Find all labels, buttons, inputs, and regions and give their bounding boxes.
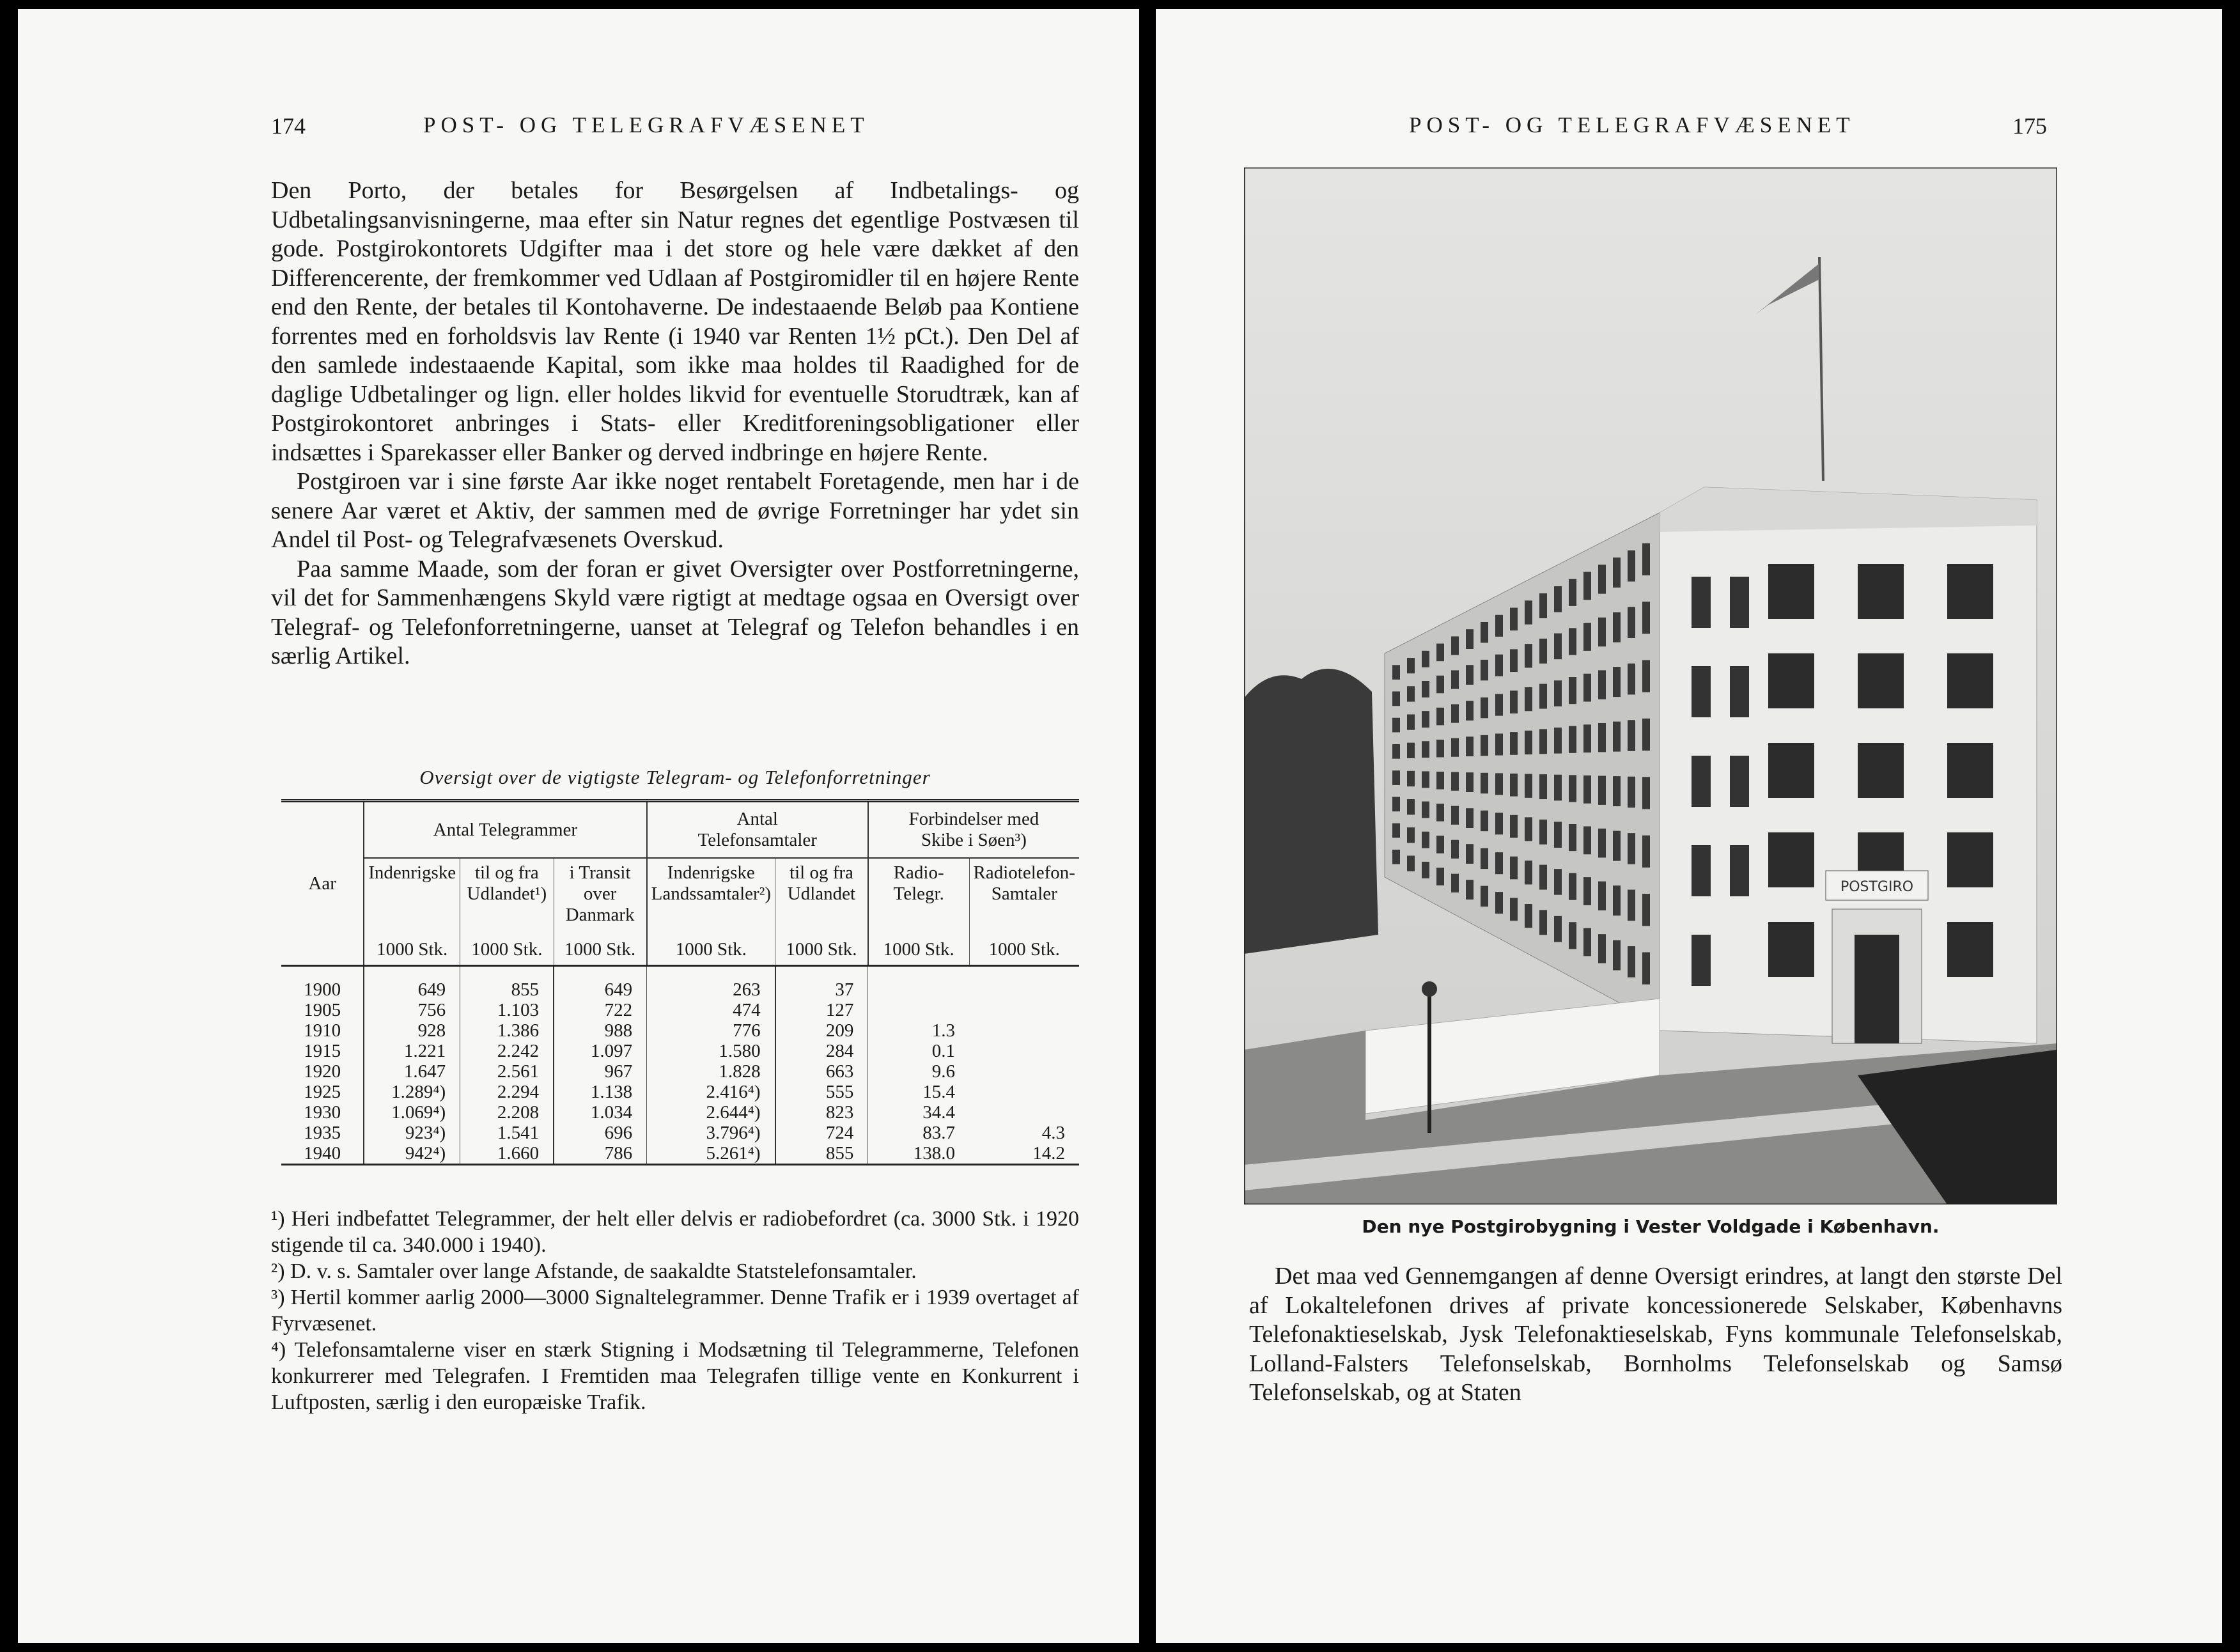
value-cell: 2.561 <box>460 1061 554 1082</box>
page-number: 174 <box>271 113 306 139</box>
window <box>1451 840 1459 859</box>
window <box>1510 774 1518 797</box>
lamp <box>1422 981 1437 997</box>
window <box>1613 612 1621 643</box>
window <box>1768 832 1814 887</box>
value-cell <box>969 1102 1079 1123</box>
window <box>1466 736 1474 756</box>
window <box>1436 804 1444 822</box>
window <box>1451 874 1459 892</box>
window <box>1768 653 1814 708</box>
window <box>1495 892 1503 914</box>
window <box>1510 732 1518 755</box>
footnote: ²) D. v. s. Samtaler over lange Afstande, de saakaldte Statstelefonsamtaler. <box>271 1259 917 1283</box>
window <box>1392 692 1400 706</box>
year-header: Aar <box>308 873 336 894</box>
window <box>1692 577 1711 628</box>
window <box>1451 636 1459 655</box>
value-cell: 1.069⁴) <box>364 1102 460 1123</box>
value-cell: 5.261⁴) <box>647 1143 775 1165</box>
paragraph: Det maa ved Gennemgangen af denne Oversigt erindres, at langt den største Del af Lokaltelefonen drives af private koncessionerede Selskaber, Københavns Telefonaktieselskab, Jysk Telefonaktieselskab, Fyns kommunale Telefonselskab, Lolland-Falsters Telefonselskab, Bornholms Telefonselskab og Samsø Telefonselskab, og at Staten <box>1249 1263 2062 1406</box>
value-cell: 696 <box>554 1123 647 1143</box>
table-row <box>281 1041 1079 1061</box>
left-page <box>18 9 1139 1643</box>
window <box>1407 827 1415 843</box>
window <box>1947 564 1993 619</box>
value-cell: 1.221 <box>364 1041 460 1061</box>
window <box>1554 869 1562 895</box>
window <box>1495 694 1503 716</box>
window <box>1628 720 1635 751</box>
value-cell: 34.4 <box>868 1102 969 1123</box>
value-cell: 786 <box>554 1143 647 1165</box>
window <box>1392 744 1400 759</box>
window <box>1642 836 1650 868</box>
unit-label: 1000 Stk. <box>647 939 775 966</box>
window <box>1692 756 1711 807</box>
window <box>1628 890 1635 921</box>
window <box>1436 836 1444 853</box>
window <box>1466 844 1474 864</box>
window <box>1554 586 1562 612</box>
window <box>1569 873 1576 900</box>
value-cell: 138.0 <box>868 1143 969 1165</box>
window <box>1481 660 1488 680</box>
window <box>1525 731 1532 754</box>
window <box>1947 832 1993 887</box>
window <box>1436 676 1444 694</box>
window <box>1451 806 1459 825</box>
window <box>1539 639 1547 664</box>
window <box>1407 771 1415 786</box>
window <box>1598 776 1606 805</box>
window <box>1422 771 1429 788</box>
value-cell: 1.828 <box>647 1061 775 1082</box>
value-cell: 284 <box>775 1041 868 1061</box>
value-cell: 2.294 <box>460 1082 554 1102</box>
window <box>1554 680 1562 706</box>
window <box>1422 681 1429 697</box>
window <box>1730 845 1749 896</box>
group-header: Forbindelser med Skibe i Søen³) <box>908 809 1039 850</box>
table-row <box>281 1082 1079 1102</box>
window <box>1422 651 1429 667</box>
window <box>1598 565 1606 593</box>
window <box>1598 618 1606 646</box>
value-cell: 15.4 <box>868 1082 969 1102</box>
window <box>1642 952 1650 984</box>
value-cell: 1.034 <box>554 1102 647 1123</box>
window <box>1692 935 1711 986</box>
window <box>1407 658 1415 673</box>
window <box>1422 711 1429 728</box>
window <box>1407 799 1415 814</box>
table-body <box>281 966 1079 1165</box>
window <box>1525 861 1532 884</box>
year-cell: 1925 <box>304 1082 341 1102</box>
column-header: til og fra Udlandet¹) <box>460 858 554 939</box>
table-row <box>281 1000 1079 1020</box>
window <box>1510 608 1518 631</box>
column-header: i Transit over Danmark <box>554 858 647 939</box>
window <box>1481 848 1488 869</box>
window <box>1407 714 1415 729</box>
window <box>1495 852 1503 874</box>
footnotes <box>271 1206 1079 1415</box>
group-header: Antal Telegrammer <box>364 801 646 859</box>
value-cell: 756 <box>364 1000 460 1020</box>
value-cell: 855 <box>460 966 554 1001</box>
statistics-table <box>281 799 1079 1165</box>
value-cell <box>969 1082 1079 1102</box>
column-header: til og fra Udlandet <box>775 858 868 939</box>
window <box>1392 850 1400 864</box>
column-header: Radio-Telegr. <box>868 858 969 939</box>
window <box>1628 550 1635 582</box>
value-cell: 967 <box>554 1061 647 1082</box>
value-cell: 923⁴) <box>364 1123 460 1143</box>
window <box>1642 777 1650 809</box>
window <box>1947 922 1993 977</box>
value-cell: 649 <box>364 966 460 1001</box>
window <box>1947 743 1993 798</box>
building-photograph <box>1244 168 2057 1204</box>
unit-label: 1000 Stk. <box>988 939 1060 960</box>
unit-row <box>281 939 1079 966</box>
window <box>1466 772 1474 792</box>
window <box>1525 817 1532 841</box>
value-cell: 4.3 <box>1041 1123 1065 1143</box>
value-cell <box>868 1000 969 1020</box>
window <box>1539 774 1547 799</box>
window <box>1510 898 1518 921</box>
window <box>1481 886 1488 907</box>
window <box>1628 607 1635 638</box>
window <box>1554 728 1562 754</box>
value-cell: 0.1 <box>868 1041 969 1061</box>
window <box>1730 666 1749 717</box>
window <box>1583 827 1591 855</box>
window <box>1481 622 1488 643</box>
photo-caption: Den nye Postgirobygning i Vester Voldgade i København. <box>1362 1216 1940 1237</box>
window <box>1642 602 1650 634</box>
window <box>1598 723 1606 752</box>
window <box>1466 808 1474 828</box>
value-cell: 2.644⁴) <box>647 1102 775 1123</box>
window <box>1510 815 1518 838</box>
window <box>1525 644 1532 667</box>
window <box>1642 660 1650 692</box>
window <box>1569 579 1576 606</box>
entrance-door <box>1855 935 1899 1043</box>
window <box>1539 729 1547 754</box>
footnote: ⁴) Telefonsamtalerne viser en stærk Stigning i Modsætning til Telegrammerne, Telefonen konkurrerer med Telegrafen. I Fremtiden maa Telegrafen tillige vente en Konkurrent i Luftposten, særlig i den europæiske Trafik. <box>271 1338 1079 1414</box>
body-text <box>271 176 1079 671</box>
value-cell: 722 <box>554 1000 647 1020</box>
value-cell: 2.416⁴) <box>647 1082 775 1102</box>
year-cell: 1915 <box>304 1041 341 1061</box>
window <box>1947 653 1993 708</box>
window <box>1598 934 1606 963</box>
window <box>1554 822 1562 848</box>
window <box>1481 773 1488 793</box>
year-cell: 1900 <box>304 979 341 1000</box>
sign-text: POSTGIRO <box>1840 879 1914 895</box>
value-cell: 127 <box>775 1000 868 1020</box>
table-row <box>281 1143 1079 1165</box>
year-cell: 1930 <box>304 1102 341 1123</box>
page-number: 175 <box>2012 113 2047 139</box>
value-cell: 555 <box>775 1082 868 1102</box>
value-cell: 1.3 <box>868 1020 969 1041</box>
value-cell: 776 <box>647 1020 775 1041</box>
paragraph: Paa samme Maade, som der foran er givet Oversigter over Postforretningerne, vil det for Sammenhængens Skyld være rigtigt at medtage ogsaa en Oversigt over Telegraf- og Telefonforretningerne, uanset at Telegraf og Telefon behandles i en særlig Artikel. <box>271 555 1079 669</box>
window <box>1613 667 1621 697</box>
window <box>1525 904 1532 928</box>
window <box>1466 629 1474 649</box>
running-head: POST- OG TELEGRAFVÆSENET <box>423 113 869 137</box>
window <box>1692 666 1711 717</box>
window <box>1466 880 1474 900</box>
group-header: Antal Telefonsamtaler <box>647 801 868 859</box>
window <box>1451 670 1459 689</box>
value-cell: 1.138 <box>554 1082 647 1102</box>
trees <box>1244 669 1378 954</box>
window <box>1495 615 1503 637</box>
window <box>1466 665 1474 685</box>
window <box>1539 910 1547 935</box>
table-row <box>281 1020 1079 1041</box>
value-cell: 1.647 <box>364 1061 460 1082</box>
column-header: Indenrigske <box>364 858 460 939</box>
table-column-row <box>281 858 1079 939</box>
window <box>1436 644 1444 662</box>
window <box>1628 946 1635 978</box>
body-text <box>1249 1262 2062 1408</box>
window <box>1730 577 1749 628</box>
window <box>1730 756 1749 807</box>
window <box>1436 708 1444 726</box>
unit-label: 1000 Stk. <box>460 939 554 966</box>
window <box>1392 718 1400 733</box>
value-cell: 2.242 <box>460 1041 554 1061</box>
window <box>1481 811 1488 831</box>
unit-label: 1000 Stk. <box>554 939 647 966</box>
window <box>1613 557 1621 588</box>
window <box>1768 743 1814 798</box>
window <box>1525 687 1532 711</box>
column-header: Indenrigske Landssamtaler²) <box>647 858 775 939</box>
window <box>1539 684 1547 709</box>
window <box>1539 820 1547 845</box>
window <box>1613 722 1621 752</box>
value-cell: 928 <box>364 1020 460 1041</box>
window <box>1422 741 1429 758</box>
window <box>1613 776 1621 806</box>
window <box>1554 916 1562 942</box>
window <box>1481 735 1488 756</box>
window <box>1583 877 1591 905</box>
value-cell <box>969 1061 1079 1082</box>
window <box>1466 701 1474 721</box>
unit-label: 1000 Stk. <box>868 939 969 966</box>
value-cell: 988 <box>554 1020 647 1041</box>
window <box>1539 593 1547 618</box>
window <box>1510 857 1518 880</box>
window <box>1481 697 1488 718</box>
window <box>1583 623 1591 651</box>
window <box>1598 882 1606 910</box>
window <box>1436 772 1444 790</box>
table-row <box>281 1102 1079 1123</box>
paragraph: Postgiroen var i sine første Aar ikke noget rentabelt Foretagende, men har i de senere Aar været et Aktiv, der sammen med de øvrige Forretninger har ydet sin Andel til Post- og Telegrafvæsenets Overskud. <box>271 468 1079 553</box>
window <box>1407 686 1415 701</box>
window <box>1407 743 1415 758</box>
value-cell: 263 <box>647 966 775 1001</box>
value-cell <box>868 966 969 1001</box>
unit-label: 1000 Stk. <box>364 939 460 966</box>
window <box>1392 770 1400 785</box>
column-header: Radiotelefon-Samtaler <box>973 862 1075 904</box>
window <box>1407 855 1415 871</box>
window <box>1422 862 1429 878</box>
value-cell: 1.660 <box>460 1143 554 1165</box>
window <box>1642 719 1650 751</box>
value-cell <box>969 966 1079 1001</box>
value-cell: 1.580 <box>647 1041 775 1061</box>
value-cell: 1.541 <box>460 1123 554 1143</box>
window <box>1858 564 1904 619</box>
window <box>1642 543 1650 575</box>
value-cell: 724 <box>775 1123 868 1143</box>
window <box>1613 940 1621 970</box>
window <box>1583 928 1591 956</box>
paragraph: Den Porto, der betales for Besørgelsen af Indbetalings- og Udbetalingsanvisningerne, maa efter sin Natur regnes det egentlige Postvæsen til gode. Postgirokontorets Udgifter maa i det store og hele være dækket af den Differencerente, der fremkommer ved Udlaan af Postgiromidler til en højere Rente end den Rente, der betales til Kontohaverne. De indestaaende Beløb paa Kontiene forrentes med en forholdsvis lav Rente (i 1940 var Renten 1½ pCt.). Den Del af den samlede indestaaende Kapital, som ikke maa holdes til Raadighed for de daglige Udbetalinger og lign. eller holdes likvid for eventuelle Storudtræk, kan af Postgirokontoret anbringes i Stats- eller Kreditforeningsobligationer eller indsættes i Sparekasser eller Banker og derved indbringe en højere Rente. <box>271 177 1079 466</box>
year-cell: 1935 <box>304 1123 341 1143</box>
value-cell: 209 <box>775 1020 868 1041</box>
window <box>1569 677 1576 704</box>
year-cell: 1920 <box>304 1061 341 1082</box>
window <box>1436 740 1444 758</box>
window <box>1525 774 1532 798</box>
value-cell: 942⁴) <box>364 1143 460 1165</box>
value-cell <box>969 1000 1079 1020</box>
footnote: ³) Hertil kommer aarlig 2000—3000 Signaltelegrammer. Denne Trafik er i 1939 overtaget af Fyrvæsenet. <box>271 1286 1079 1336</box>
window <box>1392 823 1400 838</box>
year-cell: 1910 <box>304 1020 341 1041</box>
window <box>1569 824 1576 851</box>
window <box>1598 829 1606 857</box>
window <box>1598 670 1606 699</box>
window <box>1422 802 1429 818</box>
value-cell: 1.103 <box>460 1000 554 1020</box>
window <box>1495 733 1503 755</box>
window <box>1583 724 1591 752</box>
value-cell: 83.7 <box>868 1123 969 1143</box>
value-cell: 1.386 <box>460 1020 554 1041</box>
footnote: ¹) Heri indbefattet Telegrammer, der helt eller delvis er radiobefordret (ca. 3000 Stk. i 1920 stigende til ca. 340.000 i 1940). <box>271 1207 1079 1257</box>
window <box>1768 564 1814 619</box>
value-cell <box>969 1020 1079 1041</box>
value-cell: 37 <box>775 966 868 1001</box>
value-cell: 3.796⁴) <box>647 1123 775 1143</box>
window <box>1613 831 1621 861</box>
window <box>1392 665 1400 680</box>
window <box>1525 600 1532 624</box>
window <box>1692 845 1711 896</box>
value-cell: 663 <box>775 1061 868 1082</box>
window <box>1569 775 1576 802</box>
window <box>1510 690 1518 713</box>
window <box>1392 797 1400 812</box>
window <box>1569 628 1576 655</box>
value-cell: 9.6 <box>868 1061 969 1082</box>
window <box>1583 572 1591 600</box>
window <box>1628 833 1635 864</box>
value-cell: 649 <box>554 966 647 1001</box>
window <box>1451 772 1459 791</box>
year-cell: 1905 <box>304 1000 341 1020</box>
table-row <box>281 1061 1079 1082</box>
window <box>1495 813 1503 834</box>
window <box>1554 775 1562 801</box>
window <box>1628 664 1635 695</box>
window <box>1613 885 1621 916</box>
value-cell: 2.208 <box>460 1102 554 1123</box>
window <box>1569 922 1576 949</box>
window <box>1422 832 1429 848</box>
window <box>1495 773 1503 795</box>
window <box>1451 738 1459 757</box>
window <box>1858 743 1904 798</box>
window <box>1451 705 1459 723</box>
window <box>1642 894 1650 926</box>
window <box>1768 922 1814 977</box>
value-cell: 474 <box>647 1000 775 1020</box>
window <box>1436 868 1444 885</box>
table-title: Oversigt over de vigtigste Telegram- og Telefonforretninger <box>419 766 931 788</box>
window <box>1539 865 1547 890</box>
window <box>1583 674 1591 702</box>
value-cell: 855 <box>775 1143 868 1165</box>
value-cell: 1.289⁴) <box>364 1082 460 1102</box>
window <box>1628 777 1635 808</box>
table-row <box>281 966 1079 1001</box>
value-cell: 1.097 <box>554 1041 647 1061</box>
table-header-row <box>281 801 1079 859</box>
window <box>1569 726 1576 753</box>
year-cell: 1940 <box>304 1143 341 1164</box>
unit-label: 1000 Stk. <box>775 939 868 966</box>
window <box>1583 775 1591 804</box>
right-page <box>1156 9 2222 1643</box>
window <box>1510 649 1518 672</box>
running-head: POST- OG TELEGRAFVÆSENET <box>1409 113 1855 137</box>
table-row <box>281 1123 1079 1143</box>
value-cell: 14.2 <box>1032 1143 1065 1164</box>
value-cell: 823 <box>775 1102 868 1123</box>
window <box>1858 653 1904 708</box>
value-cell <box>969 1041 1079 1061</box>
window <box>1495 655 1503 676</box>
window <box>1554 634 1562 660</box>
